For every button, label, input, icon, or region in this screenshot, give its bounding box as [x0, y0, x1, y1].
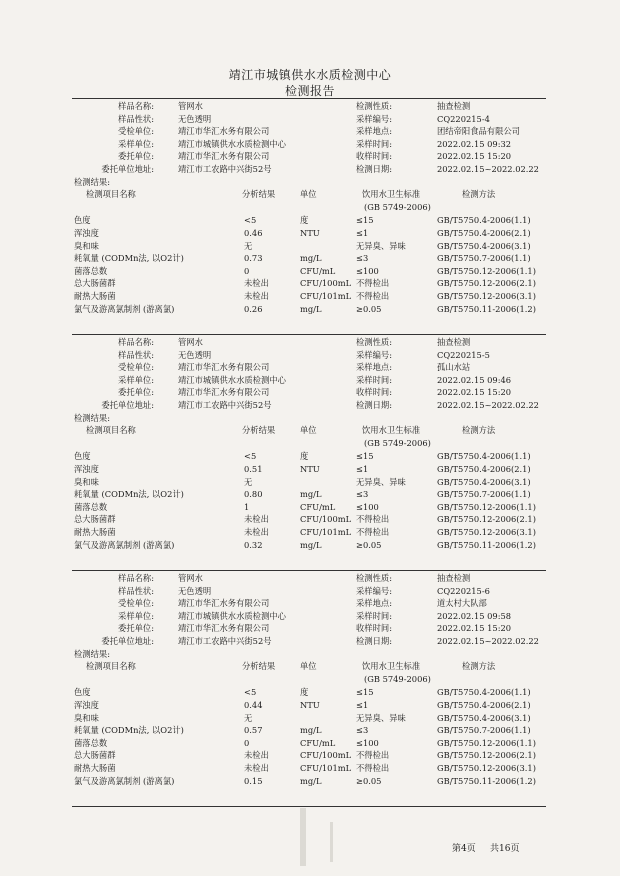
info-value: 道太村大队部	[437, 598, 487, 609]
cell-standard: ≤15	[356, 451, 374, 462]
info-value: 2022.02.15 15:20	[437, 151, 512, 162]
column-header	[0, 188, 620, 200]
cell-value: 0.51	[244, 464, 263, 474]
cell-unit: CFU/mL	[300, 737, 336, 748]
cell-value: 未检出	[244, 291, 269, 301]
result-label: 检测结果:	[74, 648, 110, 659]
result-label: 检测结果:	[74, 412, 110, 423]
cell-method: GB/T5750.4-2006(1.1)	[437, 451, 531, 462]
table-row	[0, 513, 620, 525]
cell-value: 未检出	[244, 763, 269, 773]
cell-unit: CFU/101mL	[300, 291, 352, 301]
info-label: 检测日期:	[356, 400, 392, 410]
divider	[72, 806, 546, 807]
cell-unit: CFU/100mL	[300, 750, 352, 761]
cell-value: 未检出	[244, 278, 269, 289]
cell-value: <5	[244, 451, 257, 462]
column-title: 单位	[300, 661, 317, 672]
column-title: 检测方法	[462, 189, 496, 200]
column-title: 分析结果	[242, 189, 276, 200]
cell-standard: ≥0.05	[356, 775, 382, 786]
cell-method: GB/T5750.12-2006(3.1)	[437, 763, 536, 773]
cell-value: <5	[244, 215, 257, 226]
info-value: 2022.02.15~2022.02.22	[437, 164, 539, 174]
info-label: 检测性质:	[356, 337, 392, 347]
cell-method: GB/T5750.12-2006(1.1)	[437, 737, 536, 748]
cell-standard: 无异臭、异味	[356, 476, 406, 487]
table-row	[0, 488, 620, 500]
cell-method: GB/T5750.12-2006(3.1)	[437, 291, 536, 301]
info-value: 2022.02.15 09:46	[437, 374, 512, 385]
info-label: 受检单位:	[118, 598, 154, 609]
divider	[72, 570, 546, 571]
cell-method: GB/T5750.4-2006(1.1)	[437, 215, 531, 226]
cell-method: GB/T5750.4-2006(2.1)	[437, 700, 531, 710]
info-label: 检测日期:	[356, 636, 392, 646]
cell-value: 1	[244, 501, 250, 512]
info-value: 靖江市华汇水务有限公司	[178, 623, 270, 634]
column-title: 分析结果	[242, 425, 276, 436]
cell-unit: 度	[300, 451, 309, 462]
info-label: 样品名称:	[118, 101, 154, 111]
cell-standard: ≤3	[356, 253, 369, 264]
info-label: 采样地点:	[356, 598, 392, 609]
cell-standard: 不得检出	[356, 514, 390, 525]
cell-value: 未检出	[244, 750, 269, 761]
cell-unit: NTU	[300, 228, 320, 238]
page-number: 第4页	[452, 844, 476, 854]
column-title: 检测方法	[462, 661, 496, 672]
info-value: CQ220215-6	[437, 585, 490, 596]
table-row	[0, 450, 620, 462]
table-row	[0, 724, 620, 736]
info-value: 靖江市华汇水务有限公司	[178, 126, 270, 137]
column-title: 分析结果	[242, 661, 276, 672]
column-title: 饮用水卫生标准	[362, 425, 421, 436]
info-value: 靖江市城镇供水水质检测中心	[178, 138, 286, 149]
info-value: 2022.02.15 09:58	[437, 610, 512, 621]
result-heading	[0, 648, 620, 660]
info-row	[0, 610, 620, 622]
info-row	[0, 336, 620, 348]
cell-value: 0	[244, 265, 250, 276]
info-value: 抽查检测	[437, 101, 471, 111]
cell-unit: NTU	[300, 464, 320, 474]
cell-value: 未检出	[244, 514, 269, 525]
table-row	[0, 539, 620, 551]
cell-unit: 度	[300, 215, 309, 226]
info-label: 检测日期:	[356, 164, 392, 174]
cell-method: GB/T5750.12-2006(2.1)	[437, 750, 536, 761]
cell-method: GB/T5750.7-2006(1.1)	[437, 725, 531, 736]
info-label: 采样编号:	[356, 349, 392, 360]
cell-unit: mg/L	[300, 775, 322, 786]
cell-standard: ≤100	[356, 501, 379, 512]
table-row	[0, 227, 620, 239]
cell-item: 臭和味	[74, 476, 99, 487]
cell-method: GB/T5750.12-2006(1.1)	[437, 265, 536, 276]
divider	[72, 98, 546, 99]
info-label: 样品性状:	[118, 113, 154, 124]
info-value: 2022.02.15 09:32	[437, 138, 512, 149]
info-value: 2022.02.15 15:20	[437, 387, 512, 398]
cell-item: 耐热大肠菌	[74, 527, 116, 537]
cell-item: 色度	[74, 215, 91, 226]
info-label: 采样单位:	[118, 374, 154, 385]
cell-standard: 不得检出	[356, 291, 390, 301]
cell-value: 0.73	[244, 253, 263, 264]
cell-item: 耗氧量 (CODMn法, 以O2计)	[74, 725, 184, 736]
cell-method: GB/T5750.7-2006(1.1)	[437, 489, 531, 500]
info-value: 靖江市城镇供水水质检测中心	[178, 610, 286, 621]
cell-method: GB/T5750.11-2006(1.2)	[437, 539, 536, 550]
cell-unit: CFU/mL	[300, 501, 336, 512]
info-value: 管网水	[178, 573, 203, 583]
table-row	[0, 762, 620, 774]
column-header-sub	[0, 673, 620, 685]
cell-unit: mg/L	[300, 253, 322, 264]
cell-standard: ≥0.05	[356, 539, 382, 550]
cell-item: 耗氧量 (CODMn法, 以O2计)	[74, 489, 184, 500]
table-row	[0, 501, 620, 513]
column-title: 单位	[300, 425, 317, 436]
cell-unit: CFU/101mL	[300, 527, 352, 537]
cell-unit: 度	[300, 687, 309, 698]
cell-method: GB/T5750.11-2006(1.2)	[437, 775, 536, 786]
info-label: 样品性状:	[118, 585, 154, 596]
cell-standard: ≤3	[356, 725, 369, 736]
info-label: 采样单位:	[118, 138, 154, 149]
scan-mark	[330, 822, 333, 862]
cell-item: 耐热大肠菌	[74, 291, 116, 301]
cell-standard: ≤100	[356, 265, 379, 276]
table-row	[0, 737, 620, 749]
table-row	[0, 476, 620, 488]
cell-standard: 不得检出	[356, 763, 390, 773]
cell-method: GB/T5750.12-2006(3.1)	[437, 527, 536, 537]
table-row	[0, 214, 620, 226]
cell-standard: ≤1	[356, 464, 369, 474]
cell-method: GB/T5750.7-2006(1.1)	[437, 253, 531, 264]
cell-value: 无	[244, 476, 253, 487]
cell-item: 菌落总数	[74, 501, 108, 512]
column-title: 饮用水卫生标准	[362, 661, 421, 672]
cell-standard: 无异臭、异味	[356, 712, 406, 723]
info-value: 无色透明	[178, 349, 212, 360]
cell-method: GB/T5750.4-2006(3.1)	[437, 712, 531, 723]
cell-method: GB/T5750.4-2006(3.1)	[437, 476, 531, 487]
info-value: 2022.02.15 15:20	[437, 623, 512, 634]
info-row	[0, 386, 620, 398]
info-value: 靖江市华汇水务有限公司	[178, 362, 270, 373]
divider	[72, 334, 546, 335]
cell-standard: ≤15	[356, 687, 374, 698]
cell-item: 氯气及游离氯制剂 (游离氯)	[74, 775, 175, 786]
info-row	[0, 635, 620, 647]
cell-unit: CFU/100mL	[300, 514, 352, 525]
cell-item: 色度	[74, 451, 91, 462]
column-header	[0, 424, 620, 436]
info-label: 委托单位:	[118, 151, 154, 162]
cell-item: 色度	[74, 687, 91, 698]
cell-value: 未检出	[244, 527, 269, 537]
info-label: 委托单位地址:	[101, 400, 154, 410]
info-value: CQ220215-5	[437, 349, 490, 360]
cell-method: GB/T5750.4-2006(2.1)	[437, 228, 531, 238]
cell-value: 0.57	[244, 725, 263, 736]
column-title: 检测项目名称	[86, 189, 136, 200]
info-value: 靖江市华汇水务有限公司	[178, 151, 270, 162]
info-value: 靖江市华汇水务有限公司	[178, 598, 270, 609]
table-row	[0, 686, 620, 698]
cell-value: 0.26	[244, 303, 263, 314]
info-row	[0, 374, 620, 386]
info-label: 样品名称:	[118, 573, 154, 583]
standard-number: (GB 5749-2006)	[364, 201, 431, 212]
cell-value: 无	[244, 240, 253, 251]
cell-value: 0.32	[244, 539, 263, 550]
cell-item: 臭和味	[74, 712, 99, 723]
cell-standard: 不得检出	[356, 527, 390, 537]
info-label: 收样时间:	[356, 387, 392, 398]
standard-number: (GB 5749-2006)	[364, 673, 431, 684]
cell-value: <5	[244, 687, 257, 698]
info-row	[0, 113, 620, 125]
column-title: 检测项目名称	[86, 661, 136, 672]
table-row	[0, 463, 620, 475]
cell-method: GB/T5750.12-2006(2.1)	[437, 278, 536, 289]
info-label: 样品性状:	[118, 349, 154, 360]
cell-value: 0.46	[244, 228, 263, 238]
info-label: 采样地点:	[356, 126, 392, 137]
cell-method: GB/T5750.4-2006(1.1)	[437, 687, 531, 698]
cell-item: 氯气及游离氯制剂 (游离氯)	[74, 539, 175, 550]
cell-method: GB/T5750.4-2006(2.1)	[437, 464, 531, 474]
info-label: 委托单位:	[118, 387, 154, 398]
info-row	[0, 572, 620, 584]
cell-item: 总大肠菌群	[74, 514, 116, 525]
cell-method: GB/T5750.11-2006(1.2)	[437, 303, 536, 314]
info-label: 委托单位:	[118, 623, 154, 634]
info-row	[0, 125, 620, 137]
cell-unit: CFU/mL	[300, 265, 336, 276]
cell-item: 浑浊度	[74, 464, 99, 474]
cell-unit: mg/L	[300, 303, 322, 314]
info-value: 管网水	[178, 337, 203, 347]
cell-item: 菌落总数	[74, 265, 108, 276]
info-value: 2022.02.15~2022.02.22	[437, 636, 539, 646]
table-row	[0, 699, 620, 711]
info-label: 检测性质:	[356, 101, 392, 111]
table-row	[0, 265, 620, 277]
column-header-sub	[0, 201, 620, 213]
table-row	[0, 277, 620, 289]
info-label: 样品名称:	[118, 337, 154, 347]
column-header	[0, 660, 620, 672]
info-value: 团结帝阳食品有限公司	[437, 126, 520, 137]
cell-item: 菌落总数	[74, 737, 108, 748]
cell-standard: ≤100	[356, 737, 379, 748]
column-title: 单位	[300, 189, 317, 200]
standard-number: (GB 5749-2006)	[364, 437, 431, 448]
table-row	[0, 712, 620, 724]
info-row	[0, 138, 620, 150]
info-row	[0, 100, 620, 112]
info-value: 管网水	[178, 101, 203, 111]
org-title: 靖江市城镇供水水质检测中心	[228, 68, 392, 82]
cell-unit: mg/L	[300, 725, 322, 736]
info-label: 采样时间:	[356, 138, 392, 149]
info-row	[0, 361, 620, 373]
table-row	[0, 526, 620, 538]
column-title: 检测方法	[462, 425, 496, 436]
scan-mark	[300, 808, 306, 866]
info-value: 靖江市工农路中兴街52号	[178, 636, 272, 646]
cell-item: 耐热大肠菌	[74, 763, 116, 773]
cell-item: 总大肠菌群	[74, 278, 116, 289]
info-value: 抽查检测	[437, 573, 471, 583]
info-row	[0, 622, 620, 634]
cell-method: GB/T5750.4-2006(3.1)	[437, 240, 531, 251]
info-row	[0, 585, 620, 597]
cell-value: 0.44	[244, 700, 263, 710]
info-value: CQ220215-4	[437, 113, 490, 124]
info-label: 采样地点:	[356, 362, 392, 373]
cell-item: 浑浊度	[74, 700, 99, 710]
cell-unit: NTU	[300, 700, 320, 710]
cell-value: 0.80	[244, 489, 263, 500]
info-row	[0, 349, 620, 361]
cell-standard: 不得检出	[356, 278, 390, 289]
info-label: 委托单位地址:	[101, 164, 154, 174]
table-row	[0, 775, 620, 787]
info-label: 收样时间:	[356, 151, 392, 162]
result-heading	[0, 412, 620, 424]
info-value: 抽查检测	[437, 337, 471, 347]
table-row	[0, 240, 620, 252]
table-row	[0, 303, 620, 315]
info-row	[0, 399, 620, 411]
cell-value: 0.15	[244, 775, 263, 786]
cell-standard: ≥0.05	[356, 303, 382, 314]
info-label: 采样时间:	[356, 374, 392, 385]
cell-standard: ≤1	[356, 228, 369, 238]
cell-standard: ≤3	[356, 489, 369, 500]
info-label: 采样单位:	[118, 610, 154, 621]
info-row	[0, 150, 620, 162]
table-row	[0, 749, 620, 761]
cell-item: 臭和味	[74, 240, 99, 251]
cell-method: GB/T5750.12-2006(1.1)	[437, 501, 536, 512]
cell-unit: CFU/100mL	[300, 278, 352, 289]
info-value: 无色透明	[178, 113, 212, 124]
column-header-sub	[0, 437, 620, 449]
cell-value: 0	[244, 737, 250, 748]
cell-method: GB/T5750.12-2006(2.1)	[437, 514, 536, 525]
table-row	[0, 252, 620, 264]
cell-unit: mg/L	[300, 489, 322, 500]
info-label: 受检单位:	[118, 126, 154, 137]
result-heading	[0, 176, 620, 188]
info-value: 靖江市城镇供水水质检测中心	[178, 374, 286, 385]
info-label: 采样编号:	[356, 113, 392, 124]
info-value: 无色透明	[178, 585, 212, 596]
info-label: 受检单位:	[118, 362, 154, 373]
cell-standard: 无异臭、异味	[356, 240, 406, 251]
cell-standard: 不得检出	[356, 750, 390, 761]
info-value: 2022.02.15~2022.02.22	[437, 400, 539, 410]
page-total: 共16页	[490, 844, 520, 854]
info-value: 靖江市工农路中兴街52号	[178, 164, 272, 174]
info-label: 采样编号:	[356, 585, 392, 596]
info-row	[0, 597, 620, 609]
table-row	[0, 290, 620, 302]
info-label: 采样时间:	[356, 610, 392, 621]
cell-standard: ≤1	[356, 700, 369, 710]
result-label: 检测结果:	[74, 176, 110, 187]
info-row	[0, 163, 620, 175]
cell-unit: CFU/101mL	[300, 763, 352, 773]
info-value: 靖江市工农路中兴街52号	[178, 400, 272, 410]
info-label: 委托单位地址:	[101, 636, 154, 646]
cell-item: 氯气及游离氯制剂 (游离氯)	[74, 303, 175, 314]
info-value: 靖江市华汇水务有限公司	[178, 387, 270, 398]
info-label: 检测性质:	[356, 573, 392, 583]
report-title: 检测报告	[284, 84, 335, 98]
cell-item: 总大肠菌群	[74, 750, 116, 761]
column-title: 饮用水卫生标准	[362, 189, 421, 200]
info-label: 收样时间:	[356, 623, 392, 634]
cell-unit: mg/L	[300, 539, 322, 550]
column-title: 检测项目名称	[86, 425, 136, 436]
cell-standard: ≤15	[356, 215, 374, 226]
cell-item: 耗氧量 (CODMn法, 以O2计)	[74, 253, 184, 264]
cell-item: 浑浊度	[74, 228, 99, 238]
cell-value: 无	[244, 712, 253, 723]
info-value: 孤山水站	[437, 362, 471, 373]
